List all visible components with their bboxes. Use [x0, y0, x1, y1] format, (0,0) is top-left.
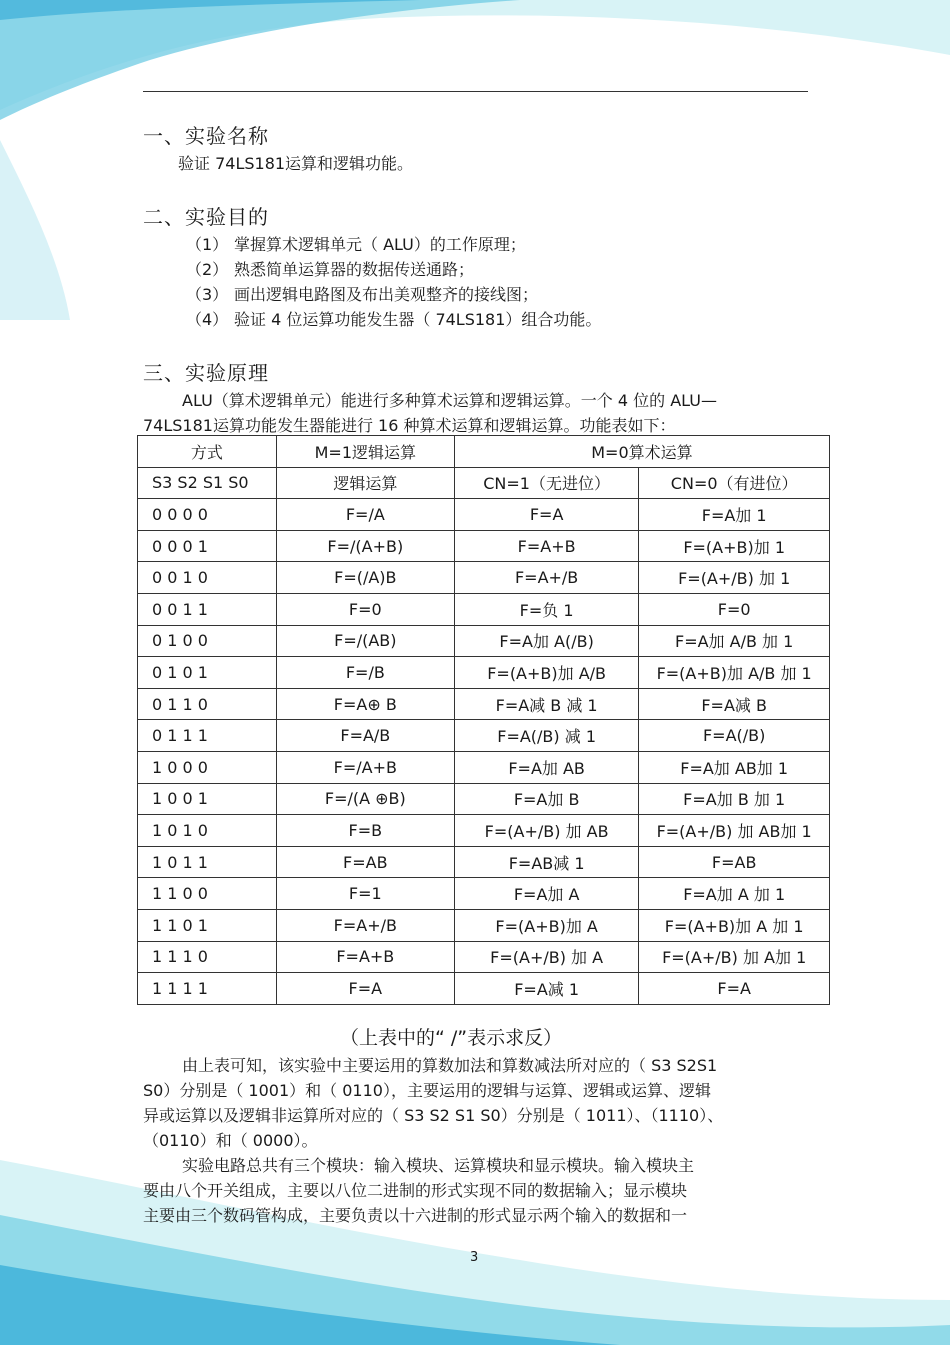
experiment-name-text: 验证 74LS181运算和逻辑功能。: [178, 154, 414, 173]
select-bits-cell: 0 1 1 1: [138, 720, 277, 752]
logic-op-cell: F=A/B: [276, 720, 454, 752]
header-logic-mode: M=1逻辑运算: [276, 436, 454, 468]
table-row: [138, 530, 830, 562]
cn0-op-cell: F=A加 A/B 加 1: [639, 625, 830, 657]
cn0-op-cell: F=A加 1: [639, 499, 830, 531]
logic-op-cell: F=/(A ⊕B): [276, 783, 454, 815]
select-bits-cell: 1 0 0 0: [138, 751, 277, 783]
logic-op-cell: F=0: [276, 593, 454, 625]
alu-function-table: [137, 435, 830, 1005]
select-bits-cell: 1 1 1 0: [138, 941, 277, 973]
cn1-op-cell: F=A加 B: [454, 783, 638, 815]
objective-item-3: [186, 282, 538, 305]
paragraph-1-line-2: S0）分别是（ 1001）和（ 0110），主要运用的逻辑与运算、逻辑或运算、逻辑: [143, 1081, 711, 1100]
table-row: [138, 688, 830, 720]
cn0-op-cell: F=(A+/B) 加 1: [639, 562, 830, 594]
table-row: [138, 593, 830, 625]
table-row: [138, 720, 830, 752]
objective-item-1: [186, 232, 526, 255]
objective-number: （2）: [186, 260, 229, 279]
select-bits-cell: 0 0 0 0: [138, 499, 277, 531]
cn1-op-cell: F=A减 B 减 1: [454, 688, 638, 720]
table-row: [138, 657, 830, 689]
logic-op-cell: F=A⊕ B: [276, 688, 454, 720]
cn0-op-cell: F=(A+B)加 A/B 加 1: [639, 657, 830, 689]
table-row: [138, 562, 830, 594]
header-cn0: CN=0（有进位）: [639, 467, 830, 499]
table-row: [138, 846, 830, 878]
objective-number: （4）: [186, 310, 229, 329]
paragraph-1-line-1: 由上表可知，该实验中主要运用的算数加法和算数减法所对应的（ S3 S2S1: [182, 1056, 718, 1075]
table-row: [138, 783, 830, 815]
cn0-op-cell: F=A加 A 加 1: [639, 878, 830, 910]
cn0-op-cell: F=0: [639, 593, 830, 625]
select-bits-cell: 0 0 0 1: [138, 530, 277, 562]
cn1-op-cell: F=(A+B)加 A/B: [454, 657, 638, 689]
cn0-op-cell: F=A(/B): [639, 720, 830, 752]
paragraph-1-line-3: 异或运算以及逻辑非运算所对应的（ S3 S2 S1 S0）分别是（ 1011）、（1110）、: [143, 1106, 724, 1125]
cn0-op-cell: F=(A+/B) 加 AB加 1: [639, 815, 830, 847]
logic-op-cell: F=/A+B: [276, 751, 454, 783]
header-arith-mode: M=0算术运算: [454, 436, 829, 468]
select-bits-cell: 1 1 0 1: [138, 909, 277, 941]
cn1-op-cell: F=AB减 1: [454, 846, 638, 878]
cn1-op-cell: F=A加 A(/B): [454, 625, 638, 657]
section-heading-principle: 三、实验原理: [143, 361, 269, 385]
select-bits-cell: 1 1 0 0: [138, 878, 277, 910]
objective-number: （1）: [186, 235, 229, 254]
cn1-op-cell: F=A(/B) 减 1: [454, 720, 638, 752]
cn1-op-cell: F=A加 AB: [454, 751, 638, 783]
table-row: [138, 815, 830, 847]
cn1-op-cell: F=A: [454, 499, 638, 531]
select-bits-cell: 0 0 1 1: [138, 593, 277, 625]
table-caption: （上表中的“ /”表示求反）: [340, 1027, 563, 1049]
logic-op-cell: F=/B: [276, 657, 454, 689]
select-bits-cell: 1 0 0 1: [138, 783, 277, 815]
table-row: [138, 909, 830, 941]
select-bits-cell: 1 1 1 1: [138, 973, 277, 1005]
page-number: 3: [470, 1250, 479, 1265]
select-bits-cell: 0 1 0 0: [138, 625, 277, 657]
cn0-op-cell: F=A减 B: [639, 688, 830, 720]
cn0-op-cell: F=A: [639, 973, 830, 1005]
section-heading-experiment-name: 一、实验名称: [143, 124, 269, 148]
table-row: [138, 625, 830, 657]
objective-text: 验证 4 位运算功能发生器（ 74LS181）组合功能。: [234, 310, 602, 329]
cn0-op-cell: F=(A+B)加 A 加 1: [639, 909, 830, 941]
cn1-op-cell: F=A加 A: [454, 878, 638, 910]
objective-text: 掌握算术逻辑单元（ ALU）的工作原理；: [234, 235, 526, 254]
objective-item-2: [186, 257, 474, 280]
select-bits-cell: 0 0 1 0: [138, 562, 277, 594]
objective-text: 画出逻辑电路图及布出美观整齐的接线图；: [234, 285, 539, 304]
logic-op-cell: F=A+B: [276, 941, 454, 973]
logic-op-cell: F=1: [276, 878, 454, 910]
table-header-row-2: [138, 467, 830, 499]
table-row: [138, 973, 830, 1005]
header-rule: [143, 91, 808, 92]
table-row: [138, 751, 830, 783]
select-bits-cell: 0 1 0 1: [138, 657, 277, 689]
header-select-bits: S3 S2 S1 S0: [138, 467, 277, 499]
header-cn1: CN=1（无进位）: [454, 467, 638, 499]
cn0-op-cell: F=A加 B 加 1: [639, 783, 830, 815]
paragraph-2-line-1: 实验电路总共有三个模块：输入模块、运算模块和显示模块。输入模块主: [182, 1156, 695, 1175]
principle-intro-line-2: 74LS181运算功能发生器能进行 16 种算术运算和逻辑运算。功能表如下：: [143, 416, 676, 435]
paragraph-2-line-3: 主要由三个数码管构成，主要负责以十六进制的形式显示两个输入的数据和一: [143, 1206, 688, 1225]
cn0-op-cell: F=(A+/B) 加 A加 1: [639, 941, 830, 973]
logic-op-cell: F=/(AB): [276, 625, 454, 657]
logic-op-cell: F=A: [276, 973, 454, 1005]
header-mode: 方式: [138, 436, 277, 468]
cn1-op-cell: F=A+B: [454, 530, 638, 562]
section-heading-objectives: 二、实验目的: [143, 205, 269, 229]
objective-number: （3）: [186, 285, 229, 304]
header-logic-op: 逻辑运算: [276, 467, 454, 499]
table-row: [138, 878, 830, 910]
table-header-row-1: [138, 436, 830, 468]
objective-text: 熟悉简单运算器的数据传送通路；: [234, 260, 475, 279]
cn1-op-cell: F=(A+/B) 加 AB: [454, 815, 638, 847]
cn0-op-cell: F=AB: [639, 846, 830, 878]
table-row: [138, 499, 830, 531]
paragraph-2-line-2: 要由八个开关组成，主要以八位二进制的形式实现不同的数据输入；显示模块: [143, 1181, 688, 1200]
logic-op-cell: F=B: [276, 815, 454, 847]
table-row: [138, 941, 830, 973]
cn0-op-cell: F=(A+B)加 1: [639, 530, 830, 562]
cn1-op-cell: F=负 1: [454, 593, 638, 625]
select-bits-cell: 1 0 1 0: [138, 815, 277, 847]
cn1-op-cell: F=(A+/B) 加 A: [454, 941, 638, 973]
select-bits-cell: 0 1 1 0: [138, 688, 277, 720]
logic-op-cell: F=A+/B: [276, 909, 454, 941]
select-bits-cell: 1 0 1 1: [138, 846, 277, 878]
logic-op-cell: F=/A: [276, 499, 454, 531]
cn1-op-cell: F=A+/B: [454, 562, 638, 594]
principle-intro-line-1: ALU（算术逻辑单元）能进行多种算术运算和逻辑运算。一个 4 位的 ALU—: [182, 391, 717, 410]
logic-op-cell: F=/(A+B): [276, 530, 454, 562]
objective-item-4: [186, 307, 601, 330]
paragraph-1-line-4: （0110）和（ 0000）。: [143, 1131, 318, 1150]
cn1-op-cell: F=(A+B)加 A: [454, 909, 638, 941]
logic-op-cell: F=(/A)B: [276, 562, 454, 594]
cn1-op-cell: F=A减 1: [454, 973, 638, 1005]
logic-op-cell: F=AB: [276, 846, 454, 878]
cn0-op-cell: F=A加 AB加 1: [639, 751, 830, 783]
